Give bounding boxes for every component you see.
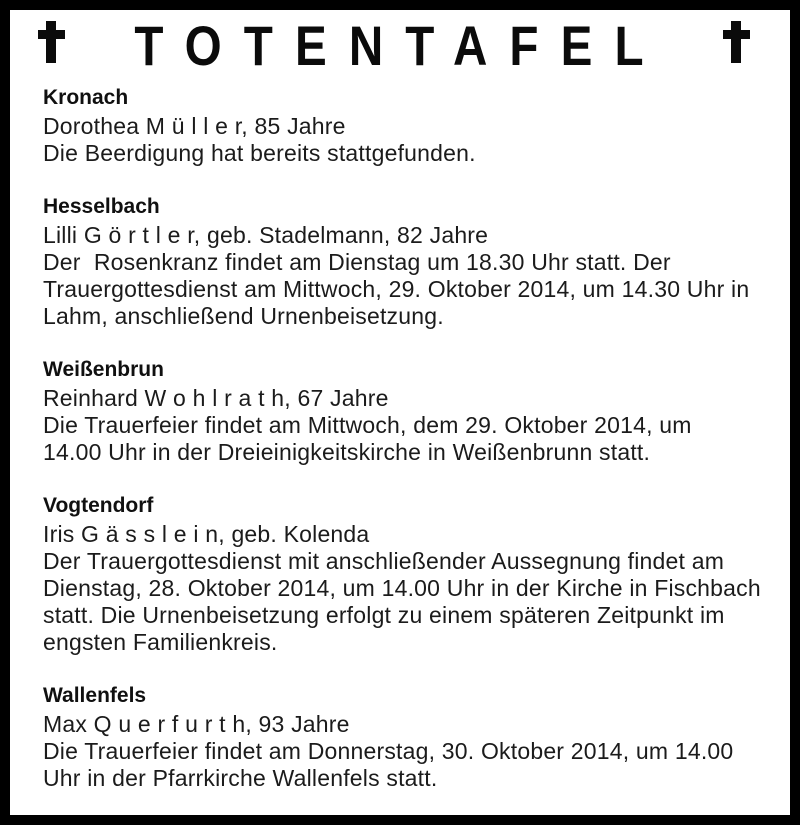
- death-notice-section-wallenfels: [43, 682, 782, 792]
- deceased-name: Reinhard W o h l r a t h, 67 Jahre: [43, 385, 389, 411]
- notice-line: engsten Familienkreis.: [43, 629, 278, 655]
- notice-line: Uhr in der Pfarrkirche Wallenfels statt.: [43, 765, 438, 791]
- notice-line: Die Trauerfeier findet am Mittwoch, dem 29. Oktober 2014, um: [43, 412, 692, 438]
- notice-line: 14.00 Uhr in der Dreieinigkeitskirche in Weißenbrunn statt.: [43, 439, 651, 465]
- death-notice-section-hesselbach: [43, 193, 782, 330]
- deceased-name: Dorothea M ü l l e r, 85 Jahre: [43, 113, 346, 139]
- town-heading: Hesselbach: [43, 195, 160, 218]
- notice-line: Dienstag, 28. Oktober 2014, um 14.00 Uhr in der Kirche in Fischbach: [43, 575, 761, 601]
- death-notice-section-kronach: [43, 84, 782, 167]
- town-heading: Vogtendorf: [43, 494, 154, 517]
- panel-header: [10, 10, 790, 84]
- latin-cross-icon: [723, 21, 750, 63]
- notice-line: statt. Die Urnenbeisetzung erfolgt zu einem späteren Zeitpunkt im: [43, 602, 725, 628]
- deceased-name: Lilli G ö r t l e r, geb. Stadelmann, 82 Jahre: [43, 222, 489, 248]
- cross-horizontal-bar: [723, 30, 750, 39]
- cross-vertical-bar: [46, 21, 56, 63]
- notice-line: Trauergottesdienst am Mittwoch, 29. Oktober 2014, um 14.30 Uhr in: [43, 276, 750, 302]
- panel-title: TOTENTAFEL: [134, 14, 666, 77]
- notice-line: Die Beerdigung hat bereits stattgefunden.: [43, 140, 476, 166]
- notice-line: Der Trauergottesdienst mit anschließender Aussegnung findet am: [43, 548, 725, 574]
- deceased-name: Iris G ä s s l e i n, geb. Kolenda: [43, 521, 370, 547]
- latin-cross-icon: [38, 21, 65, 63]
- town-heading: Kronach: [43, 86, 129, 109]
- death-notice-section-vogtendorf: [43, 492, 782, 656]
- notice-list: [10, 84, 790, 792]
- deceased-name: Max Q u e r f u r t h, 93 Jahre: [43, 711, 350, 737]
- cross-vertical-bar: [731, 21, 741, 63]
- town-heading: Wallenfels: [43, 684, 147, 707]
- death-notice-section-weissenbrun: [43, 356, 782, 466]
- town-heading: Weißenbrun: [43, 358, 164, 381]
- notice-line: Der Rosenkranz findet am Dienstag um 18.30 Uhr statt. Der: [43, 249, 671, 275]
- notice-line: Lahm, anschließend Urnenbeisetzung.: [43, 303, 444, 329]
- cross-horizontal-bar: [38, 30, 65, 39]
- notice-line: Die Trauerfeier findet am Donnerstag, 30. Oktober 2014, um 14.00: [43, 738, 734, 764]
